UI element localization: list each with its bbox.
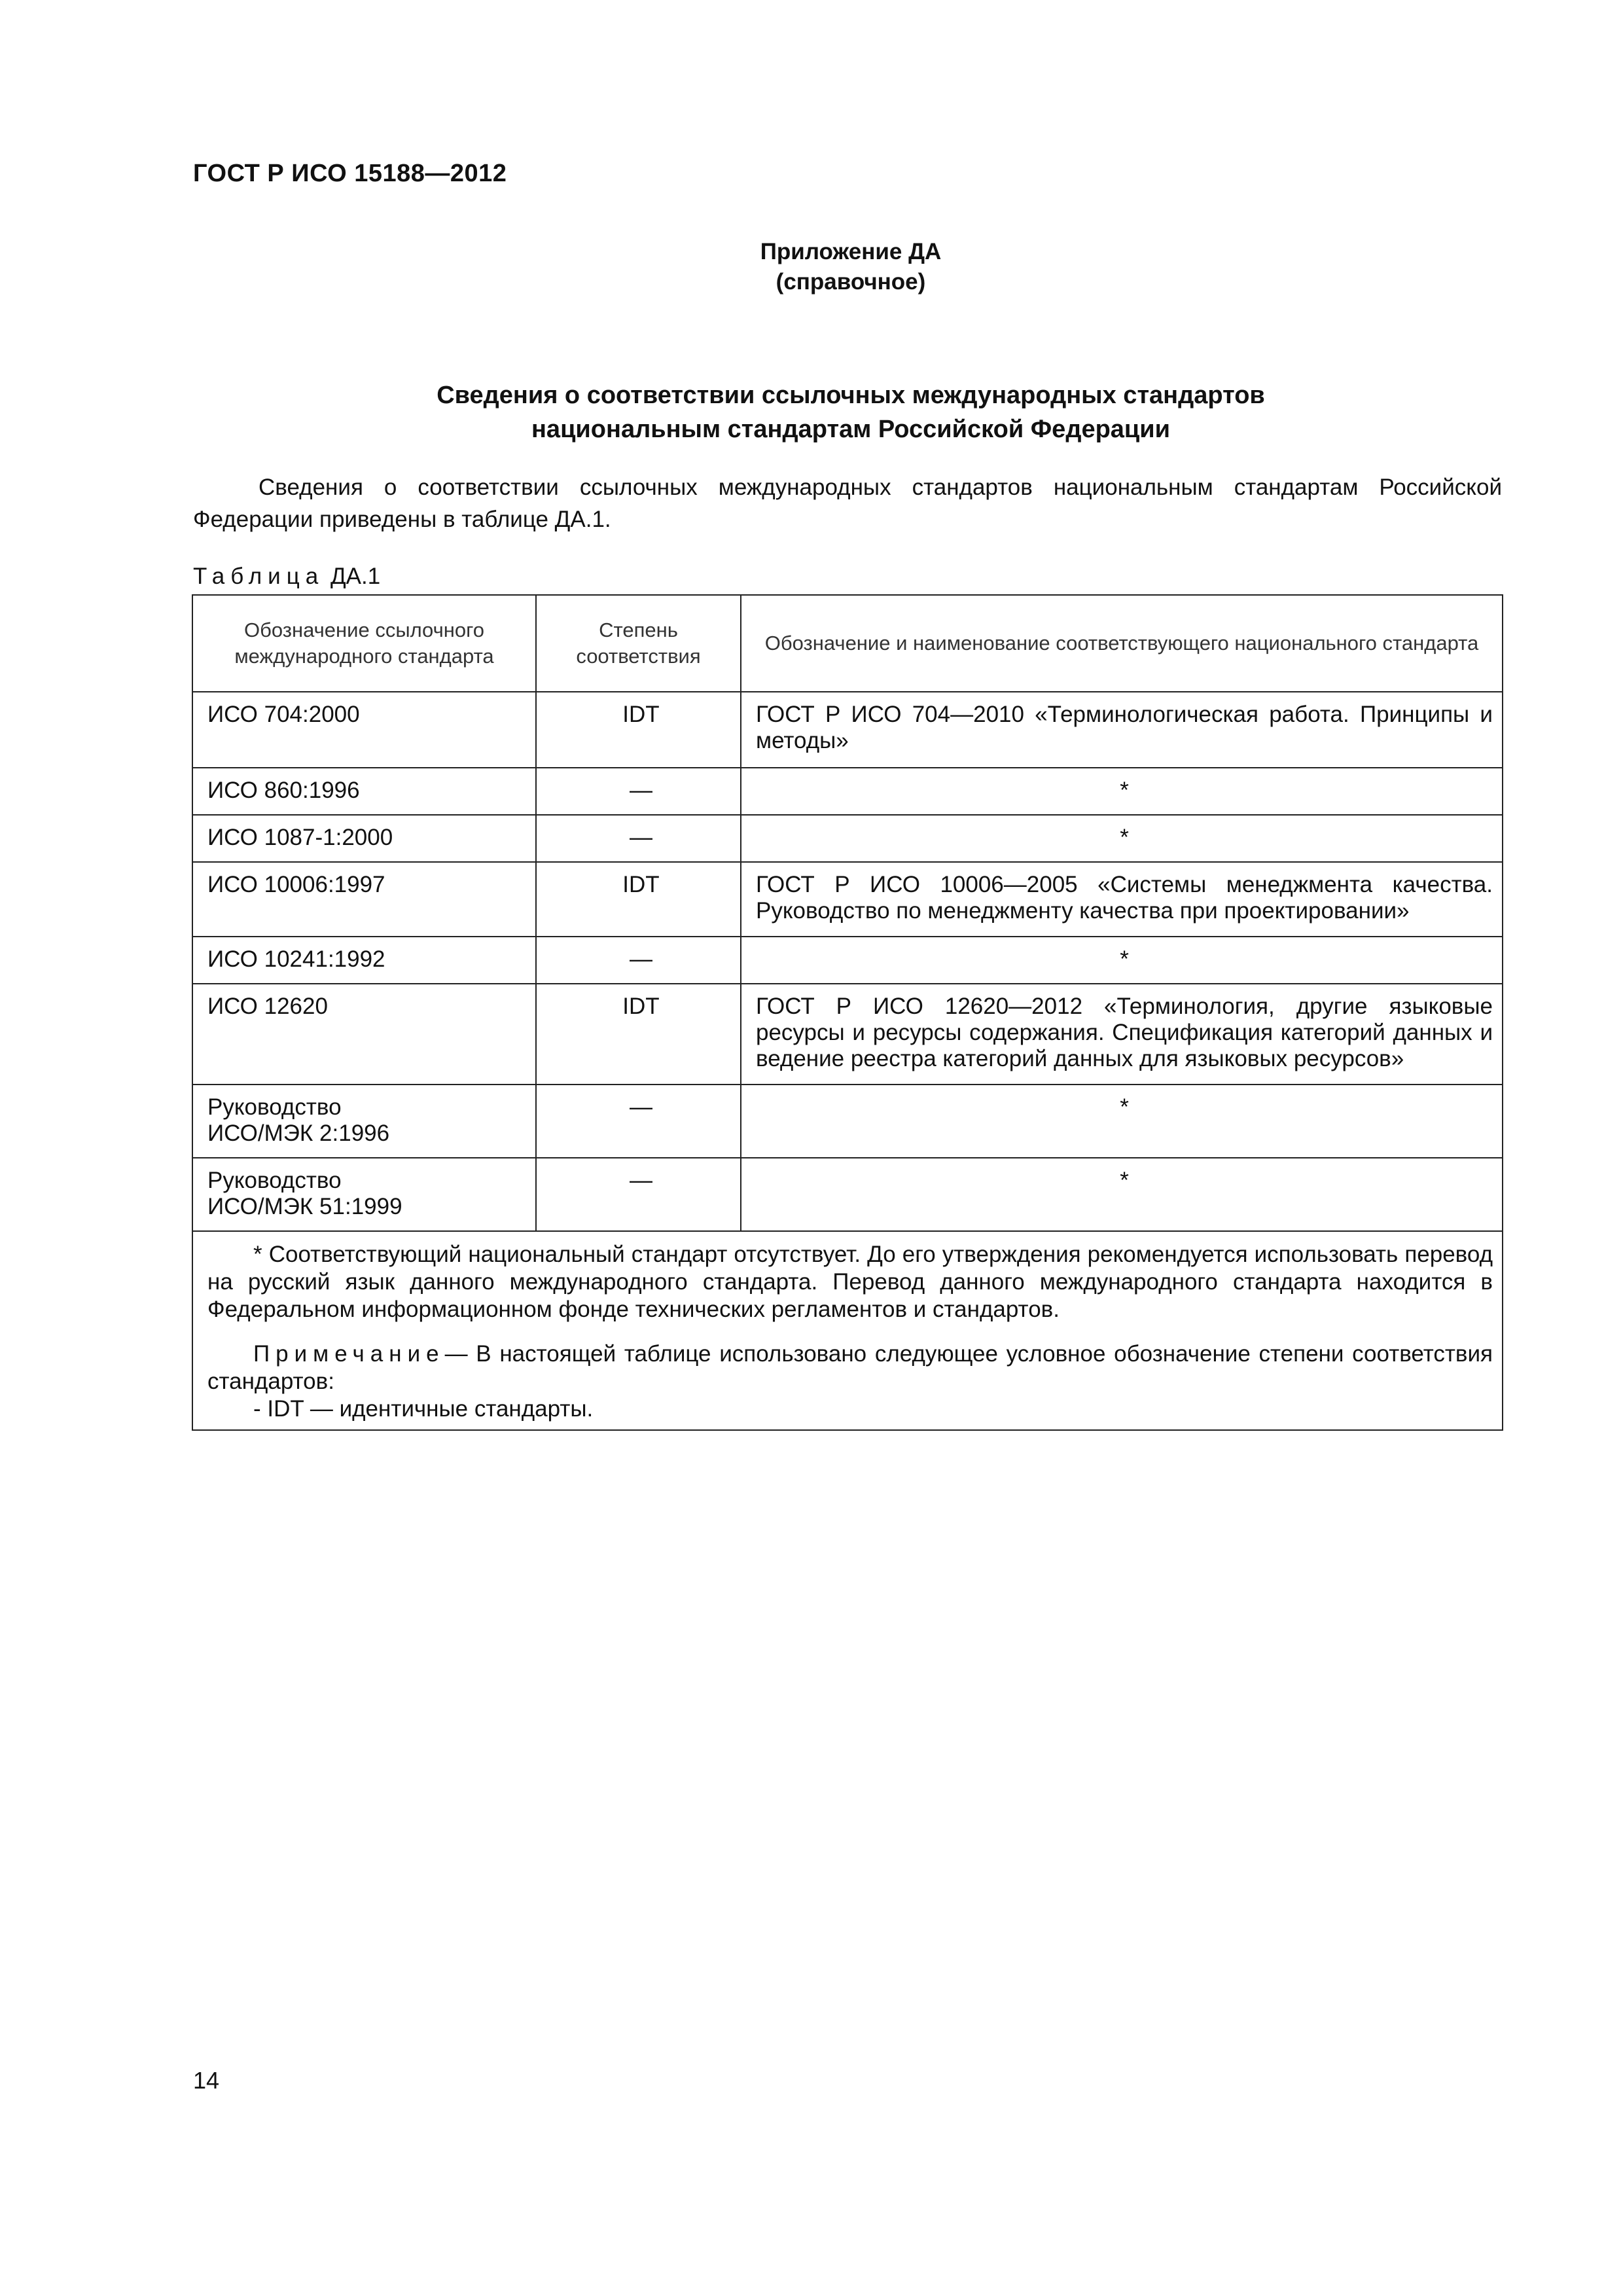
cell-ref: ИСО 704:2000 <box>192 692 536 768</box>
table-caption-id: ДА.1 <box>330 564 381 589</box>
note-item-text: - IDT — идентичные стандарты. <box>253 1396 594 1422</box>
footnote <box>207 1241 1493 1323</box>
cell-degree: IDT <box>536 984 741 1085</box>
table-row <box>192 692 1503 768</box>
cell-ref <box>192 1085 536 1158</box>
section-title-line-2: национальным стандартам Российской Федерации <box>531 416 1170 443</box>
cell-degree: — <box>536 937 741 984</box>
note-text: — В настоящей таблице использовано следующее условное обозначение степени соответствия стандартов: <box>207 1341 1493 1394</box>
header-national-standard: Обозначение и наименование соответствующего национального стандарта <box>741 595 1503 692</box>
cell-ref: ИСО 1087-1:2000 <box>192 815 536 862</box>
cell-ref: ИСО 10241:1992 <box>192 937 536 984</box>
cell-ref-line-2: ИСО/МЭК 51:1999 <box>207 1194 402 1219</box>
cell-degree: IDT <box>536 862 741 937</box>
table-caption-word: Таблица <box>193 564 325 589</box>
cell-ref-line-1: Руководство <box>207 1168 342 1193</box>
footnote-text: * Соответствующий национальный стандарт отсутствует. До его утверждения рекомендуется использовать перевод на русский язык данного международного стандарта. Перевод данного международного стандарта находится в Федеральном информационном фонде технических регламентов и стандартов. <box>207 1242 1493 1322</box>
section-title-line-1: Сведения о соответствии ссылочных международных стандартов <box>437 382 1265 409</box>
table-row <box>192 937 1503 984</box>
cell-degree: IDT <box>536 692 741 768</box>
cell-national: ГОСТ Р ИСО 704—2010 «Терминологическая работа. Принципы и методы» <box>741 692 1503 768</box>
page-number: 14 <box>193 2067 220 2094</box>
correspondence-table <box>192 594 1503 1431</box>
table-row <box>192 862 1503 937</box>
cell-ref-line-1: Руководство <box>207 1094 342 1120</box>
table-row <box>192 984 1503 1085</box>
table-row <box>192 815 1503 862</box>
cell-national: ГОСТ Р ИСО 12620—2012 «Терминология, другие языковые ресурсы и ресурсы содержания. Спецификация категорий данных и ведение реестра категорий данных для языковых ресурсов» <box>741 984 1503 1085</box>
cell-national: ГОСТ Р ИСО 10006—2005 «Системы менеджмента качества. Руководство по менеджменту качества при проектировании» <box>741 862 1503 937</box>
header-degree: Степень соответствия <box>536 595 741 692</box>
cell-ref: ИСО 860:1996 <box>192 768 536 815</box>
cell-ref <box>192 1158 536 1231</box>
cell-degree: — <box>536 768 741 815</box>
table-row <box>192 768 1503 815</box>
note-word: Примечание <box>253 1341 445 1367</box>
cell-national: * <box>741 1085 1503 1158</box>
table-row <box>192 1085 1503 1158</box>
cell-degree: — <box>536 1158 741 1231</box>
note <box>207 1340 1493 1395</box>
cell-ref-line-2: ИСО/МЭК 2:1996 <box>207 1121 390 1146</box>
cell-degree: — <box>536 1085 741 1158</box>
cell-ref: ИСО 10006:1997 <box>192 862 536 937</box>
intro-paragraph <box>193 471 1502 535</box>
header-ref-standard: Обозначение ссылочного международного стандарта <box>192 595 536 692</box>
cell-national: * <box>741 1158 1503 1231</box>
table-caption <box>193 562 380 592</box>
cell-national: * <box>741 768 1503 815</box>
table-header-row <box>192 595 1503 692</box>
table-footer <box>192 1231 1503 1430</box>
table-footer-row <box>192 1231 1503 1430</box>
intro-text: Сведения о соответствии ссылочных международных стандартов национальным стандартам Российской Федерации приведены в таблице ДА.1. <box>193 475 1502 532</box>
table-row <box>192 1158 1503 1231</box>
appendix-type: (справочное) <box>776 269 926 295</box>
note-item <box>207 1395 1493 1423</box>
cell-national: * <box>741 937 1503 984</box>
cell-degree: — <box>536 815 741 862</box>
appendix-label: Приложение ДА <box>760 239 942 264</box>
document-code: ГОСТ Р ИСО 15188—2012 <box>193 160 507 187</box>
cell-national: * <box>741 815 1503 862</box>
cell-ref: ИСО 12620 <box>192 984 536 1085</box>
